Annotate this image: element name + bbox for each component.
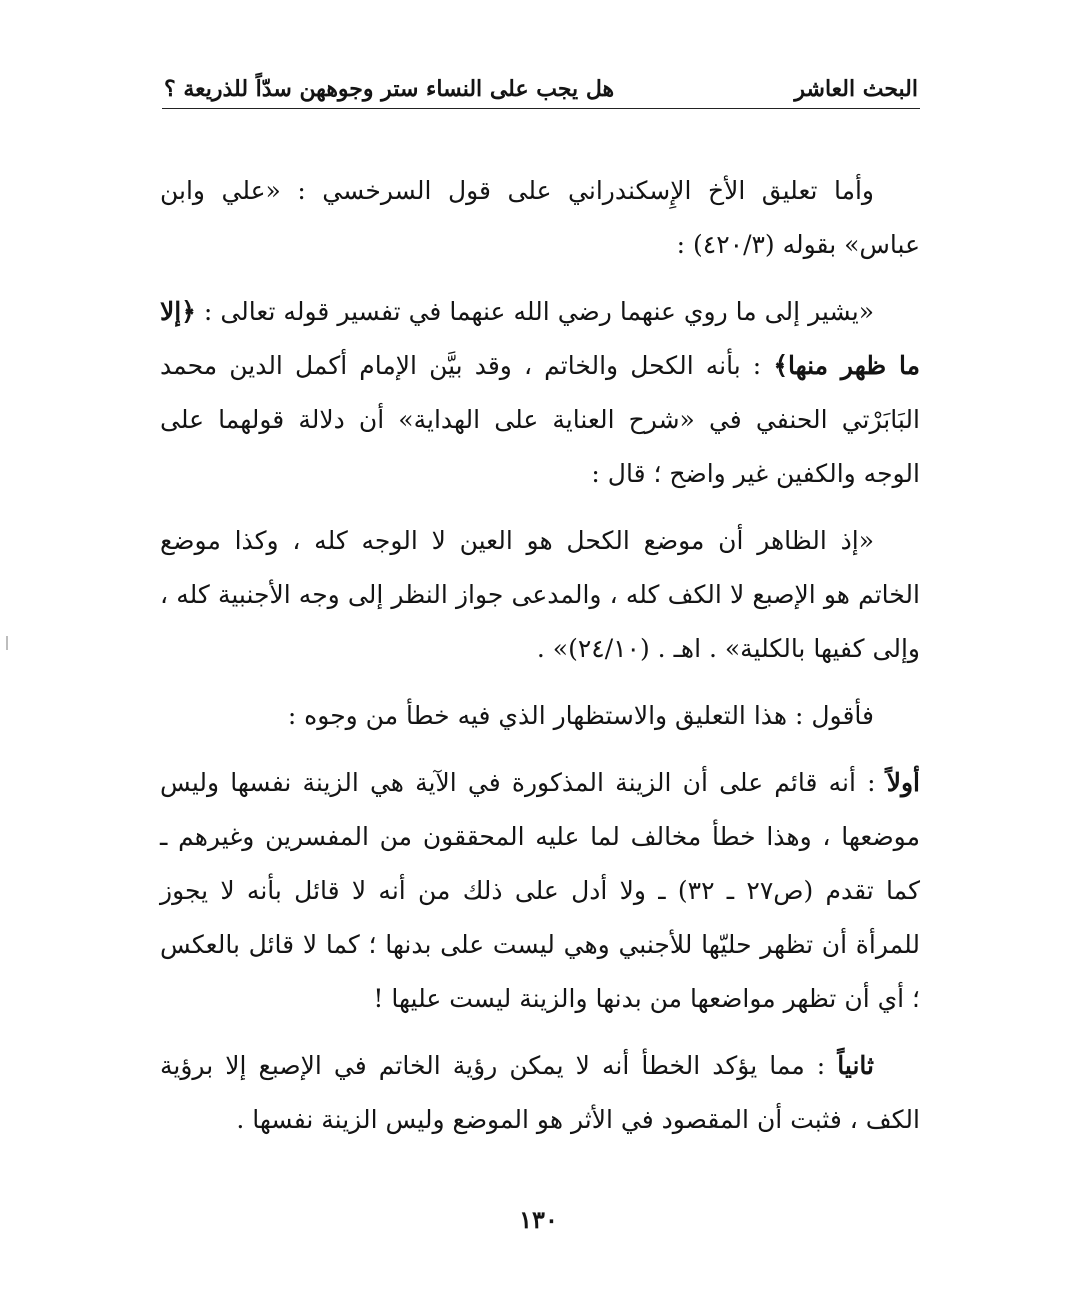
paragraph-text: : بأنه الكحل والخاتم ، وقد بيَّن الإمام أكمل الدين محمد البَابَرْتي الحنفي في «شرح العناية على الهداية» أن دلالة قولهما على الوجه والكفين غير واضح ؛ قال : xyxy=(160,351,920,488)
paragraph-text: فأقول : هذا التعليق والاستظهار الذي فيه خطأ من وجوه : xyxy=(287,701,874,730)
point-label: ثانياً xyxy=(837,1051,874,1080)
header-chapter-title: هل يجب على النساء ستر وجوههن سدّاً للذريعة ؟ xyxy=(164,76,615,102)
page-number: ١٣٠ xyxy=(519,1205,558,1234)
point-label: أولاً xyxy=(886,768,920,797)
paragraph-quote-continued xyxy=(160,514,920,676)
quranic-verse: ﴿إلا ما ظهر منها﴾ xyxy=(160,297,921,380)
paragraph-text: : أنه قائم على أن الزينة المذكورة في الآية هي الزينة نفسها وليس موضعها ، وهذا خطأ مخالف لما عليه المحققون من المفسرين وغيرهم ـ كما تقدم (ص٢٧ ـ ٣٢) ـ ولا أدل على ذلك من أنه لا قائل بأنه لا يجوز للمرأة أن تظهر حليّها للأجنبي وهي ليست على بدنها ؛ كما لا قائل بالعكس ؛ أي أن تظهر مواضعها من بدنها والزينة ليست عليها ! xyxy=(160,768,920,1013)
header-section-label: البحث العاشر xyxy=(794,76,918,102)
paragraph-text: : مما يؤكد الخطأ أنه لا يمكن رؤية الخاتم في الإصبع إلا برؤية الكف ، فثبت أن المقصود في الأثر هو الموضع وليس الزينة نفسها . xyxy=(160,1051,920,1134)
paragraph-intro xyxy=(160,164,920,272)
paragraph-text: «إذ الظاهر أن موضع الكحل هو العين لا الوجه كله ، وكذا موضع الخاتم هو الإصبع لا الكف كله ، والمدعى جواز النظر إلى وجه الأجنبية كله ، وإلى كفيها بالكلية» . اهـ . (٢٤/١٠)» . xyxy=(160,526,920,663)
paragraph-response xyxy=(160,689,920,743)
paragraph-text: وأما تعليق الأخ الإِسكندراني على قول السرخسي : «علي وابن عباس» بقوله (٤٢٠/٣) : xyxy=(160,176,920,259)
body-text xyxy=(160,164,920,1160)
paragraph-first-point xyxy=(160,756,920,1026)
paragraph-second-point xyxy=(160,1039,920,1147)
scan-edge-mark xyxy=(6,636,8,650)
paragraph-lead-text: «يشير إلى ما روي عنهما رضي الله عنهما في تفسير قوله تعالى : xyxy=(195,297,874,326)
paragraph-quote xyxy=(160,285,920,501)
running-header xyxy=(162,72,920,109)
